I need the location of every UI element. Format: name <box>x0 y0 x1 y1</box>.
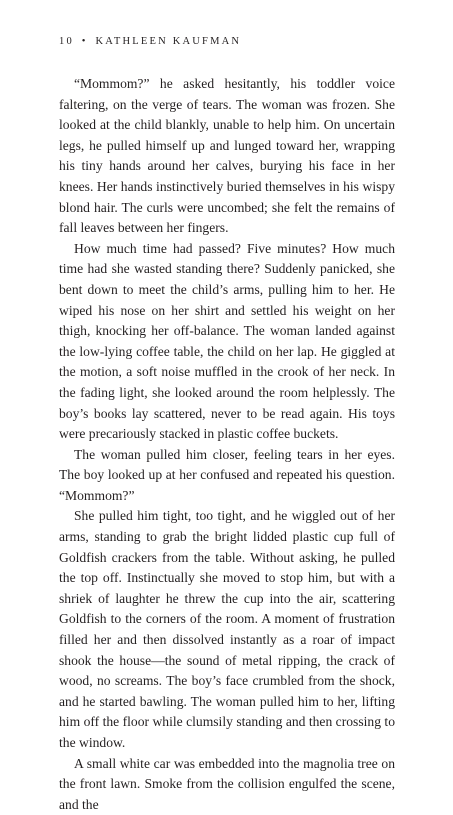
running-head <box>59 36 241 47</box>
paragraph: She pulled him tight, too tight, and he wiggled out of her arms, standing to grab the bright lidded plastic cup full of Goldfish crackers from the table. Without asking, he pulled the top off. Instinctually she moved to stop him, but with a shriek of laughter he threw the cup into the air, scattering Goldfish to the corners of the room. A moment of frustration filled her and then dissolved instantly as a roar of impact shook the house—the sound of metal ripping, the crack of wood, no screams. The boy’s face crumbled from the shock, and he started bawling. The woman pulled him to her, lifting him off the floor while clumsily standing and then crossing to the window. <box>59 508 395 750</box>
separator-bullet: • <box>81 36 88 47</box>
paragraph: The woman pulled him closer, feeling tears in her eyes. The boy looked up at her confused and repeated his question. “Mommom?” <box>59 446 395 503</box>
paragraph: How much time had passed? Five minutes? How much time had she wasted standing there? Suddenly panicked, she bent down to meet the child’s arms, pulling him to her. He wiped his nose on her shirt and settled his weight on her thigh, knocking her off-balance. The woman landed against the low-lying coffee table, the child on her lap. He giggled at the motion, a soft noise muffled in the crook of her neck. In the fading light, she looked around the room helplessly. The boy’s books lay scattered, never to be read again. His toys were precariously stacked in plastic coffee buckets. <box>59 240 395 442</box>
paragraph: “Mommom?” he asked hesitantly, his toddler voice faltering, on the verge of tears. The woman was frozen. She looked at the child blankly, unable to help him. On uncertain legs, he pulled himself up and lunged toward her, wrapping his tiny hands around her calves, burying his face in her knees. Her hands instinctively buried themselves in his wispy blond hair. The curls were uncombed; she felt the remains of fall leaves between her fingers. <box>59 76 395 236</box>
page-number: 10 <box>59 36 74 47</box>
paragraph: A small white car was embedded into the magnolia tree on the front lawn. Smoke from the collision engulfed the scene, and the <box>59 755 395 812</box>
author-name: KATHLEEN KAUFMAN <box>95 36 242 47</box>
body-text <box>59 74 395 815</box>
